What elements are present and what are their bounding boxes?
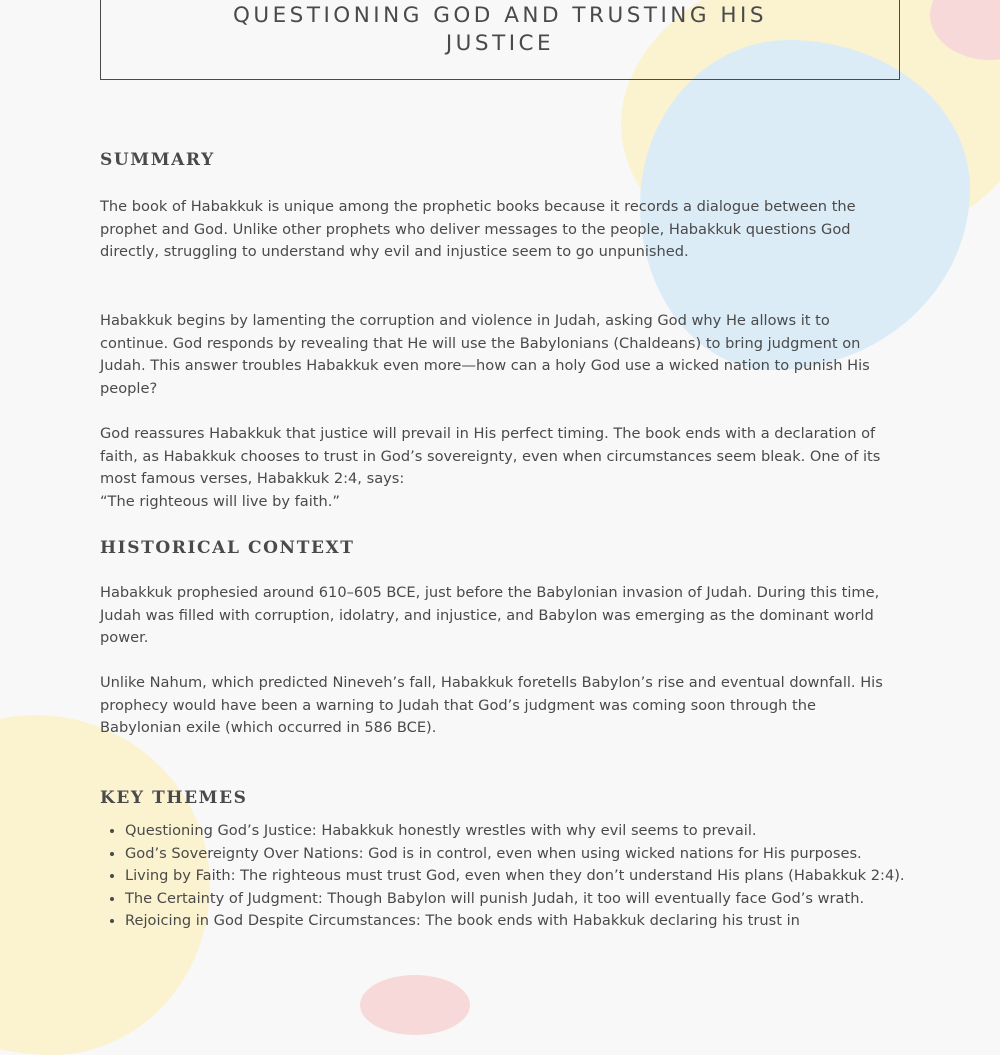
list-item: • The Certainty of Judgment: Though Babylon will punish Judah, it too will eventually face God’s wrath. <box>125 888 925 911</box>
list-item: • Rejoicing in God Despite Circumstances: The book ends with Habakkuk declaring his trust in <box>125 910 925 933</box>
key-themes-list <box>100 820 925 933</box>
historical-paragraph-1: Habakkuk prophesied around 610–605 BCE, just before the Babylonian invasion of Judah. During this time, Judah was filled with corruption, idolatry, and injustice, and Babylon was emerging as the dominant world power. <box>100 584 880 647</box>
list-item: • God’s Sovereignty Over Nations: God is in control, even when using wicked nations for His purposes. <box>125 843 925 866</box>
summary-quote: “The righteous will live by faith.” <box>100 493 340 510</box>
title-box <box>100 0 900 80</box>
summary-paragraph-1: The book of Habakkuk is unique among the prophetic books because it records a dialogue between the prophet and God. Unlike other prophets who deliver messages to the people, Habakkuk questions God directly, struggling to understand why evil and injustice seem to go unpunished. <box>100 198 856 261</box>
historical-paragraph-2: Unlike Nahum, which predicted Nineveh’s fall, Habakkuk foretells Babylon’s rise and eventual downfall. His prophecy would have been a warning to Judah that God’s judgment was coming soon through the Babylonian exile (which occurred in 586 BCE). <box>100 674 883 737</box>
list-item: • Questioning God’s Justice: Habakkuk honestly wrestles with why evil seems to prevail. <box>125 820 925 843</box>
summary-paragraph-2: Habakkuk begins by lamenting the corruption and violence in Judah, asking God why He allows it to continue. God responds by revealing that He will use the Babylonians (Chaldeans) to bring judgment on Judah. This answer troubles Habakkuk even more—how can a holy God use a wicked nation to punish His people? <box>100 312 870 397</box>
historical-context-heading: HISTORICAL CONTEXT <box>100 538 355 558</box>
summary-heading: SUMMARY <box>100 150 215 170</box>
summary-paragraph-3: God reassures Habakkuk that justice will prevail in His perfect timing. The book ends with a declaration of faith, as Habakkuk chooses to trust in God’s sovereignty, even when circumstances seem bleak. One of its most famous verses, Habakkuk 2:4, says: <box>100 425 881 488</box>
key-themes-heading: KEY THEMES <box>100 788 248 808</box>
list-item: • Living by Faith: The righteous must trust God, even when they don’t understand His plans (Habakkuk 2:4). <box>125 865 925 888</box>
page-title: QUESTIONING GOD AND TRUSTING HIS JUSTICE <box>232 3 768 56</box>
decorative-blob-pink-bottom <box>360 975 470 1035</box>
document-page <box>100 0 905 930</box>
